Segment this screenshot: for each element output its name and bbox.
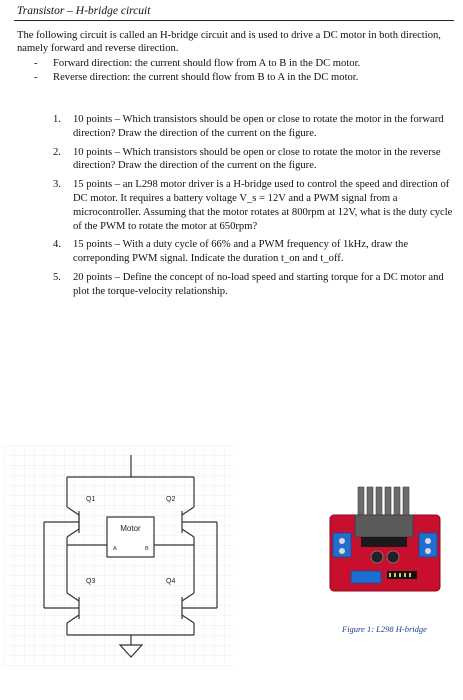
question-item — [53, 271, 455, 299]
q1-label: Q1 — [86, 496, 96, 503]
terminal-b-label: B — [145, 546, 149, 552]
l298-board-image — [325, 485, 445, 595]
question-item — [53, 146, 455, 174]
question-item — [53, 178, 455, 233]
direction-item-forward — [34, 57, 454, 71]
question-text: 15 points – With a duty cycle of 66% and a PWM frequency of 1kHz, draw the correponding PWM signal. Indicate the duration t_on and t_off. — [73, 239, 409, 265]
intro-paragraph: The following circuit is called an H-bridge circuit and is used to drive a DC motor in both direction, namely forward and reverse direction. — [17, 30, 441, 54]
question-number: 3. — [53, 179, 61, 191]
page-title: Transistor – H-bridge circuit — [17, 5, 151, 17]
figure-caption: Figure 1: L298 H-bridge — [342, 624, 427, 634]
question-list — [53, 113, 455, 304]
direction-text: Forward direction: the current should flow from A to B in the DC motor. — [53, 58, 361, 69]
direction-list — [34, 57, 454, 84]
direction-text: Reverse direction: the current should flow from B to A in the DC motor. — [53, 71, 359, 83]
q3-label: Q3 — [86, 578, 96, 585]
direction-item-reverse — [34, 71, 454, 85]
screw-terminal-bottom — [351, 571, 381, 583]
motor-label: Motor — [120, 524, 141, 533]
q2-label: Q2 — [166, 496, 176, 503]
question-item — [53, 238, 455, 266]
list-dash: - — [34, 71, 38, 83]
title-divider — [14, 20, 454, 21]
question-number: 5. — [53, 271, 61, 283]
figure-area — [0, 445, 463, 700]
terminal-a-label: A — [113, 546, 117, 552]
h-bridge-schematic — [4, 445, 233, 667]
heatsink-fins — [358, 487, 409, 519]
list-dash: - — [34, 58, 38, 69]
question-text: 10 points – Which transistors should be open or close to rotate the motor in the forward direction? Draw the direction of the current on the figure. — [73, 114, 444, 139]
question-text: 10 points – Which transistors should be open or close to rotate the motor in the reverse direction? Draw the direction of the current on the figure. — [73, 146, 441, 172]
question-text: 20 points – Define the concept of no-load speed and starting torque for a DC motor and plot the torque-velocity relationship. — [73, 271, 444, 297]
question-number: 2. — [53, 146, 61, 158]
question-number: 4. — [53, 239, 61, 251]
q4-label: Q4 — [166, 578, 176, 585]
question-item — [53, 113, 455, 141]
question-number: 1. — [53, 114, 61, 125]
question-text: 15 points – an L298 motor driver is a H-bridge used to control the speed and direction of DC motor. It requires a battery voltage V_s = 12V and a PWM signal from a microcontroller. Assuming that the motor rotates at 800rpm at 12V, what is the duty cycle of the PWM to rotate the motor at 650rpm? — [73, 179, 453, 232]
